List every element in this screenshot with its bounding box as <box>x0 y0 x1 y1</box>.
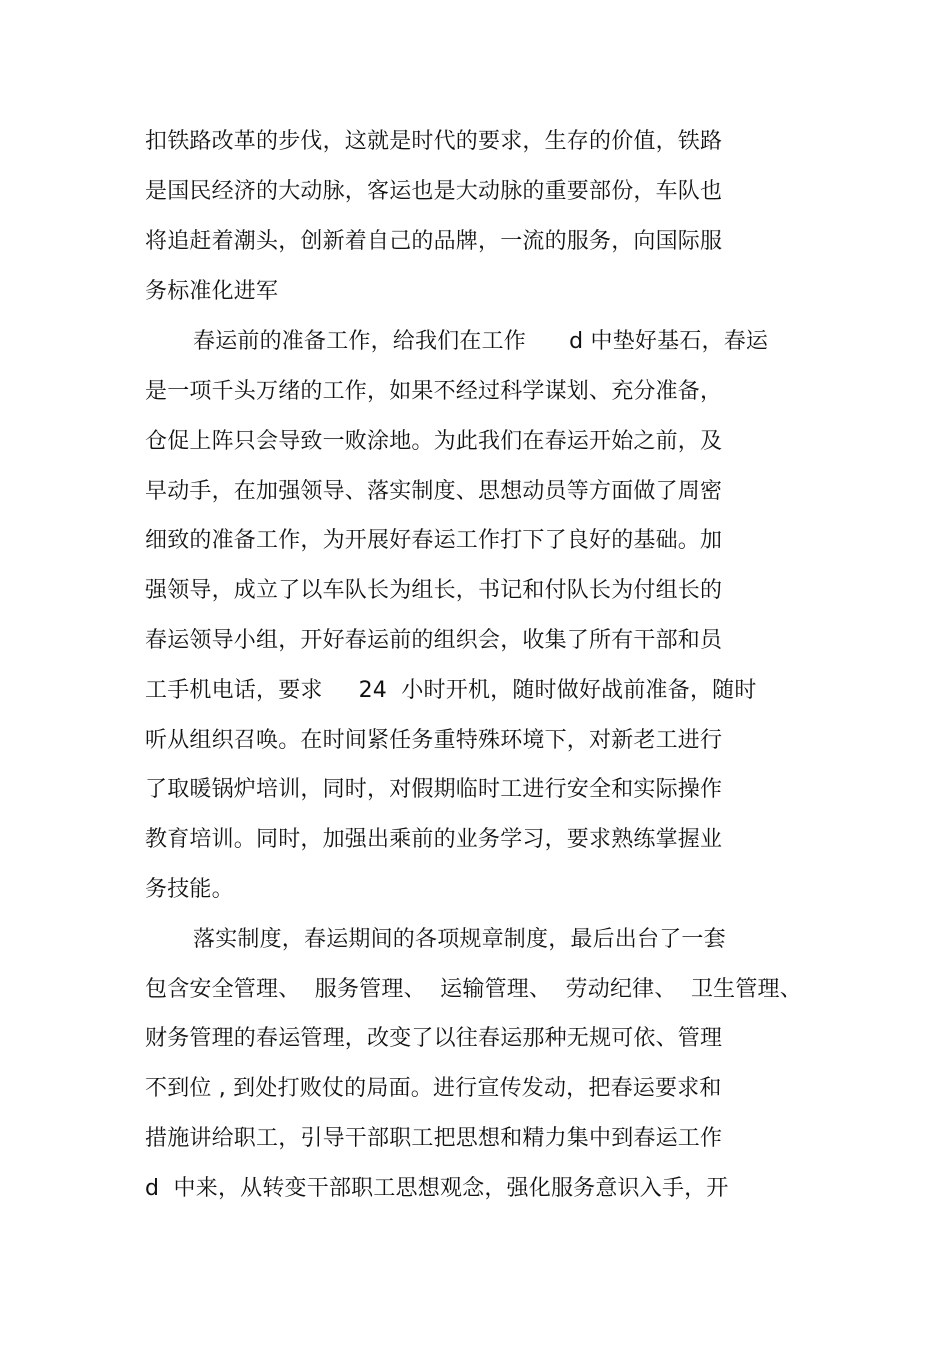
text-line: 了取暖锅炉培训，同时，对假期临时工进行安全和实际操作 <box>145 777 723 802</box>
text-line: 是一项千头万绪的工作，如果不经过科学谋划、充分准备， <box>145 379 723 404</box>
text-line: 落实制度，春运期间的各项规章制度，最后出台了一套 <box>193 927 726 952</box>
text-line: 教育培训。同时，加强出乘前的业务学习，要求熟练掌握业 <box>145 827 723 852</box>
text-line: 不到位 , 到处打败仗的局面。进行宣传发动，把春运要求和 <box>145 1076 722 1101</box>
text-line: 春运领导小组，开好春运前的组织会，收集了所有干部和员 <box>145 628 723 653</box>
text-line: 听从组织召唤。在时间紧任务重特殊环境下，对新老工进行 <box>145 728 723 753</box>
text-line: 强领导，成立了以车队长为组长，书记和付队长为付组长的 <box>145 578 723 603</box>
text-line: 务技能。 <box>145 877 234 902</box>
text-line: 春运前的准备工作，给我们在工作 d 中垫好基石，春运 <box>193 329 769 354</box>
text-line: 包含安全管理、 服务管理、 运输管理、 劳动纪律、 卫生管理、 <box>145 977 802 1002</box>
text-line: 措施讲给职工，引导干部职工把思想和精力集中到春运工作 <box>145 1126 723 1151</box>
text-line: 财务管理的春运管理，改变了以往春运那种无规可依、管理 <box>145 1026 723 1051</box>
text-line: 细致的准备工作，为开展好春运工作打下了良好的基础。加 <box>145 528 723 553</box>
text-line: d 中来，从转变干部职工思想观念，强化服务意识入手，开 <box>145 1176 729 1201</box>
text-line: 务标准化进军 <box>145 279 279 304</box>
text-line: 工手机电话，要求 24 小时开机，随时做好战前准备，随时 <box>145 678 757 703</box>
text-line: 仓促上阵只会导致一败涂地。为此我们在春运开始之前，及 <box>145 429 723 454</box>
text-line: 扣铁路改革的步伐，这就是时代的要求，生存的价值，铁路 <box>145 129 723 154</box>
text-line: 早动手，在加强领导、落实制度、思想动员等方面做了周密 <box>145 479 723 504</box>
text-line: 将追赶着潮头，创新着自己的品牌，一流的服务，向国际服 <box>145 229 723 254</box>
text-line: 是国民经济的大动脉，客运也是大动脉的重要部份，车队也 <box>145 179 723 204</box>
